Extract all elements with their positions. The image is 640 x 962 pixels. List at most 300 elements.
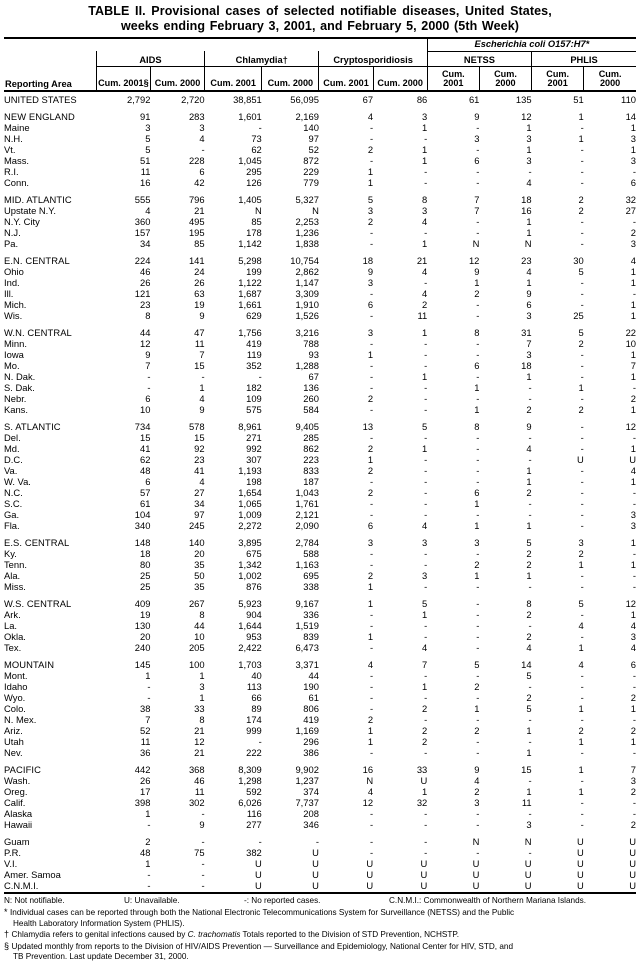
footnote-marker: †	[4, 929, 12, 940]
footnote-text: Individual cases can be reported through both the National Electronic Telecommunications System for Surveillance (NETSS) and the Public	[10, 908, 515, 918]
area-label: Guam	[4, 835, 30, 847]
data-cell: 1	[474, 381, 480, 393]
data-cell: 48	[140, 464, 151, 476]
data-cell: U	[629, 453, 636, 465]
data-cell: -	[369, 132, 374, 144]
total-cell: 51	[573, 93, 584, 105]
data-cell: 346	[303, 818, 319, 830]
data-cell: 85	[251, 215, 262, 227]
data-cell: -	[632, 580, 636, 592]
area-label: Fla.	[4, 519, 20, 531]
data-cell: -	[580, 298, 584, 310]
data-cell: 3	[474, 132, 480, 144]
header-row-cum	[4, 66, 636, 91]
data-cell: 30	[573, 254, 584, 266]
data-cell: -	[476, 165, 480, 177]
data-cell: 113	[246, 680, 262, 692]
data-cell: 5	[526, 702, 532, 714]
table-body	[4, 91, 636, 891]
data-cell: 260	[303, 392, 319, 404]
data-cell: -	[476, 309, 480, 321]
data-cell: -	[476, 630, 480, 642]
area-label: Md.	[4, 442, 20, 454]
data-cell: 796	[188, 193, 205, 205]
data-cell: 806	[303, 702, 319, 714]
data-cell: 7	[630, 359, 636, 371]
data-cell: -	[580, 486, 584, 498]
data-cell: 1	[630, 403, 636, 415]
data-cell: 40	[251, 669, 262, 681]
area-label: Calif.	[4, 796, 26, 808]
data-cell: 1	[367, 176, 374, 188]
data-cell: 11	[140, 165, 151, 177]
table-row	[4, 659, 636, 670]
data-cell: 1	[578, 558, 584, 570]
area-label: N.J.	[4, 226, 21, 238]
area-label: Mo.	[4, 359, 20, 371]
data-cell: 34	[140, 237, 151, 249]
region-label: W.S. CENTRAL	[4, 597, 72, 609]
data-cell: 4	[367, 785, 374, 797]
data-cell: 73	[251, 132, 262, 144]
data-cell: 2	[578, 724, 584, 736]
data-cell: 7	[630, 763, 636, 775]
data-cell: 1	[367, 453, 374, 465]
data-cell: 1	[526, 724, 532, 736]
area-label: Upstate N.Y.	[4, 204, 56, 216]
data-cell: 2	[526, 558, 532, 570]
data-cell: 442	[134, 763, 151, 775]
data-cell: 1,065	[238, 497, 262, 509]
area-label: P.R.	[4, 846, 22, 858]
header-blank-crypto	[319, 38, 427, 51]
data-cell: 224	[134, 254, 151, 266]
data-cell: 3,309	[295, 287, 319, 299]
data-cell: 6	[145, 475, 151, 487]
data-cell: 205	[188, 641, 205, 653]
data-cell: U	[576, 846, 584, 858]
data-cell: -	[632, 381, 636, 393]
data-cell: 338	[303, 580, 319, 592]
data-cell: 3	[526, 154, 532, 166]
data-cell: 3	[630, 774, 636, 786]
header-reporting-area	[4, 66, 96, 91]
data-cell: 7	[145, 359, 151, 371]
data-cell: 229	[303, 165, 319, 177]
data-cell: -	[528, 497, 532, 509]
data-cell: -	[369, 547, 374, 559]
data-cell: 2	[630, 785, 636, 797]
title-line-1: TABLE II. Provisional cases of selected notifiable diseases, United States,	[88, 4, 552, 18]
footnote-italic-term: C. trachomatis	[187, 930, 241, 940]
data-cell: 1	[526, 370, 532, 382]
data-cell: 42	[194, 176, 205, 188]
footnote-text: Health Laboratory Information System (PHLIS).	[13, 918, 185, 928]
header-col-phlis-2001-label	[532, 70, 583, 91]
data-cell: 1,756	[238, 326, 262, 338]
data-cell: 20	[140, 630, 151, 642]
data-cell: 8	[199, 608, 205, 620]
header-group-chlamydia	[205, 51, 319, 66]
data-cell: 5,327	[295, 193, 319, 205]
data-cell: -	[369, 154, 374, 166]
data-cell: -	[632, 486, 636, 498]
data-cell: 3	[422, 536, 428, 548]
data-cell: 3	[526, 348, 532, 360]
data-cell: -	[580, 276, 584, 288]
data-cell: U	[629, 868, 636, 880]
data-cell: U	[524, 879, 532, 891]
table-row	[4, 216, 636, 227]
data-cell: 1	[630, 143, 636, 155]
region-label: W.N. CENTRAL	[4, 326, 72, 338]
table-row	[4, 349, 636, 360]
data-cell: 2	[145, 835, 151, 847]
data-cell: 121	[134, 287, 151, 299]
data-cell: -	[424, 497, 428, 509]
data-cell: 6	[526, 298, 532, 310]
data-cell: 1	[578, 641, 584, 653]
data-cell: 11	[194, 785, 205, 797]
data-cell: -	[369, 746, 374, 758]
legend-cnmi: C.N.M.I.: Commonwealth of Northern Mariana Islands.	[389, 896, 587, 906]
data-cell: 9	[145, 348, 151, 360]
data-cell: 4	[578, 619, 584, 631]
data-cell: -	[476, 818, 480, 830]
data-cell: -	[424, 619, 428, 631]
data-cell: 198	[246, 475, 262, 487]
data-cell: U	[254, 879, 262, 891]
data-cell: 5	[145, 132, 151, 144]
data-cell: 23	[140, 298, 151, 310]
data-cell: 35	[194, 558, 205, 570]
data-cell: 1	[630, 442, 636, 454]
netss-2000-cum: Cum.	[494, 68, 517, 79]
data-cell: 9,405	[295, 420, 319, 432]
data-cell: -	[476, 547, 480, 559]
data-cell: -	[424, 580, 428, 592]
data-cell: 4	[526, 641, 532, 653]
data-cell: -	[369, 641, 374, 653]
data-cell: 1,703	[238, 658, 262, 670]
data-cell: 20	[194, 547, 205, 559]
total-cell: 110	[621, 93, 636, 105]
data-cell: 4	[474, 774, 480, 786]
data-cell: 21	[194, 724, 205, 736]
data-cell: 32	[416, 796, 428, 808]
area-label: Iowa	[4, 348, 24, 360]
footnote-text: Updated monthly from reports to the Division of HIV/AIDS Prevention — Surveillance and Epidemiology, National Center for HIV, STD, and	[11, 941, 514, 951]
data-cell: -	[201, 807, 205, 819]
data-cell: N	[524, 237, 532, 249]
data-cell: 419	[246, 337, 262, 349]
data-cell: 145	[134, 658, 151, 670]
data-cell: -	[528, 453, 532, 465]
data-cell: 2	[526, 486, 532, 498]
data-cell: 5,298	[238, 254, 262, 266]
data-cell: 629	[246, 309, 262, 321]
data-cell: 2	[578, 204, 584, 216]
data-cell: 999	[246, 724, 262, 736]
data-cell: 34	[194, 497, 205, 509]
data-cell: -	[476, 846, 480, 858]
data-cell: 2	[630, 691, 636, 703]
data-cell: 12	[140, 337, 151, 349]
data-cell: -	[476, 641, 480, 653]
data-cell: 3	[526, 309, 532, 321]
data-cell: -	[476, 508, 480, 520]
data-cell: -	[424, 381, 428, 393]
data-cell: 1	[422, 785, 428, 797]
area-label: Ky.	[4, 547, 17, 559]
data-cell: -	[201, 857, 205, 869]
data-cell: 839	[303, 630, 319, 642]
data-cell: -	[476, 464, 480, 476]
data-cell: -	[424, 392, 428, 404]
data-cell: -	[476, 226, 480, 238]
data-cell: 2,121	[295, 508, 319, 520]
data-cell: -	[424, 165, 428, 177]
data-cell: 8	[145, 309, 151, 321]
data-cell: -	[424, 486, 428, 498]
header-group-chlamydia-label: Chlamydia†	[235, 54, 288, 65]
table-row	[4, 509, 636, 520]
data-cell: 148	[134, 536, 151, 548]
data-cell: -	[147, 868, 151, 880]
data-cell: 1	[578, 132, 584, 144]
data-cell: 7	[474, 193, 480, 205]
total-cell: 2,720	[181, 93, 205, 105]
data-cell: N	[366, 774, 374, 786]
data-cell: 1	[630, 735, 636, 747]
region-label: MOUNTAIN	[4, 658, 55, 670]
data-cell: 18	[521, 359, 532, 371]
data-cell: -	[580, 519, 584, 531]
data-cell: 18	[140, 547, 151, 559]
data-cell: 195	[188, 226, 205, 238]
data-cell: -	[476, 392, 480, 404]
data-cell: -	[369, 846, 374, 858]
table-row	[4, 155, 636, 166]
data-cell: 904	[246, 608, 262, 620]
data-cell: U	[312, 846, 319, 858]
data-cell: -	[201, 879, 205, 891]
data-cell: -	[580, 348, 584, 360]
phlis-2000-cum: Cum.	[598, 68, 622, 79]
area-label: V.I.	[4, 857, 18, 869]
data-cell: -	[424, 337, 428, 349]
data-cell: -	[632, 680, 636, 692]
data-cell: 2	[474, 785, 480, 797]
footnote-item	[4, 907, 636, 929]
data-cell: 25	[140, 580, 151, 592]
data-cell: 1	[526, 746, 532, 758]
data-cell: 190	[303, 680, 319, 692]
data-cell: 1,761	[295, 497, 319, 509]
total-cell: 86	[416, 93, 428, 105]
data-cell: 9	[526, 287, 532, 299]
data-cell: 228	[188, 154, 205, 166]
data-cell: 2	[630, 724, 636, 736]
data-cell: -	[476, 713, 480, 725]
data-cell: U	[576, 453, 584, 465]
phlis-2001-cum: Cum.	[546, 68, 569, 79]
data-cell: -	[424, 475, 428, 487]
data-cell: 1	[367, 630, 374, 642]
area-label: Maine	[4, 121, 30, 133]
data-cell: 6	[474, 154, 480, 166]
data-cell: 27	[625, 204, 636, 216]
data-cell: 2,862	[295, 265, 319, 277]
data-cell: 495	[188, 215, 205, 227]
data-cell: 7	[199, 348, 205, 360]
data-cell: 6	[630, 176, 636, 188]
data-cell: 862	[303, 442, 319, 454]
data-cell: -	[528, 774, 532, 786]
area-label: Wis.	[4, 309, 23, 321]
data-cell: -	[424, 547, 428, 559]
data-cell: -	[476, 746, 480, 758]
data-cell: 16	[521, 204, 532, 216]
data-cell: -	[147, 381, 151, 393]
header-col-crypto-2001-label: Cum. 2001	[323, 78, 369, 89]
data-cell: 33	[194, 702, 205, 714]
data-cell: U	[472, 868, 480, 880]
data-cell: 2,090	[295, 519, 319, 531]
data-cell: U	[629, 879, 636, 891]
data-cell: 3	[578, 536, 584, 548]
data-cell: 2	[367, 392, 374, 404]
area-label: Mass.	[4, 154, 30, 166]
data-cell: 2	[367, 713, 374, 725]
data-cell: 12	[468, 254, 480, 266]
data-cell: 1	[630, 121, 636, 133]
data-cell: 4	[199, 475, 205, 487]
data-cell: 992	[246, 442, 262, 454]
data-cell: 4	[199, 132, 205, 144]
data-cell: 267	[188, 597, 205, 609]
data-cell: 11	[140, 735, 151, 747]
data-cell: -	[580, 774, 584, 786]
area-label: N. Mex.	[4, 713, 37, 725]
data-cell: -	[580, 508, 584, 520]
footnote-text: TB Prevention. Last update December 31, 2000.	[13, 951, 189, 961]
data-cell: 1,342	[238, 558, 262, 570]
data-cell: -	[258, 121, 262, 133]
data-cell: 3	[422, 569, 428, 581]
table-row	[4, 786, 636, 797]
data-cell: 2	[578, 337, 584, 349]
data-cell: 4	[526, 442, 532, 454]
data-cell: 1	[526, 475, 532, 487]
netss-2000-year: 2000	[495, 78, 516, 89]
data-cell: 1,519	[295, 619, 319, 631]
data-cell: 15	[521, 763, 532, 775]
data-cell: -	[424, 464, 428, 476]
table-row	[4, 327, 636, 338]
data-cell: -	[580, 154, 584, 166]
data-cell: 2	[367, 143, 374, 155]
data-cell: 15	[194, 359, 205, 371]
area-label: Ark.	[4, 608, 21, 620]
data-cell: -	[528, 381, 532, 393]
data-cell: -	[580, 420, 584, 432]
total-cell: 61	[468, 93, 480, 105]
data-cell: U	[420, 857, 428, 869]
data-cell: 6	[199, 165, 205, 177]
data-cell: 10	[625, 337, 636, 349]
data-cell: 695	[303, 569, 319, 581]
data-cell: -	[369, 121, 374, 133]
area-label: La.	[4, 619, 18, 631]
data-cell: 2	[578, 403, 584, 415]
data-cell: -	[580, 392, 584, 404]
data-cell: 4	[145, 204, 151, 216]
region-label: NEW ENGLAND	[4, 110, 75, 122]
header-col-netss-2001-label	[428, 70, 479, 91]
data-cell: 1	[422, 154, 428, 166]
region-label: E.N. CENTRAL	[4, 254, 70, 266]
table-row	[4, 166, 636, 177]
data-cell: N	[524, 835, 532, 847]
data-cell: U	[366, 879, 374, 891]
data-cell: 4	[367, 658, 374, 670]
data-cell: -	[476, 176, 480, 188]
data-cell: 575	[246, 403, 262, 415]
data-cell: 1	[578, 785, 584, 797]
data-cell: 1	[199, 691, 205, 703]
area-label: Utah	[4, 735, 24, 747]
data-cell: 141	[188, 254, 205, 266]
table-row	[4, 360, 636, 371]
data-cell: 3,371	[295, 658, 319, 670]
data-cell: 1	[526, 121, 532, 133]
data-cell: 1	[630, 608, 636, 620]
data-cell: -	[528, 508, 532, 520]
data-cell: U	[472, 857, 480, 869]
data-cell: 1	[630, 309, 636, 321]
data-cell: 23	[194, 453, 205, 465]
footnotes	[4, 894, 636, 962]
data-cell: -	[424, 746, 428, 758]
data-cell: 5	[474, 658, 480, 670]
data-cell: 18	[362, 254, 374, 266]
data-cell: 44	[140, 326, 151, 338]
data-cell: 1,661	[238, 298, 262, 310]
header-col-chlamydia-2000-label: Cum. 2000	[267, 78, 314, 89]
header-col-phlis-2001	[532, 66, 584, 91]
table-row	[4, 382, 636, 393]
data-cell: -	[369, 608, 374, 620]
data-cell: -	[147, 691, 151, 703]
header-row-ecoli	[4, 38, 636, 51]
data-cell: 8	[199, 713, 205, 725]
data-cell: 4	[199, 392, 205, 404]
legend-u: U: Unavailable.	[124, 896, 180, 906]
data-cell: 398	[134, 796, 151, 808]
footnote-item	[4, 941, 636, 962]
page-title	[4, 0, 636, 37]
data-cell: -	[201, 835, 205, 847]
data-cell: 1	[578, 702, 584, 714]
data-cell: 2	[474, 558, 480, 570]
table-row	[4, 847, 636, 858]
table-row	[4, 703, 636, 714]
data-cell: -	[369, 680, 374, 692]
data-cell: 2	[422, 735, 428, 747]
header-col-aids-2001-label: Cum. 2001§	[98, 78, 149, 89]
table-row	[4, 454, 636, 465]
